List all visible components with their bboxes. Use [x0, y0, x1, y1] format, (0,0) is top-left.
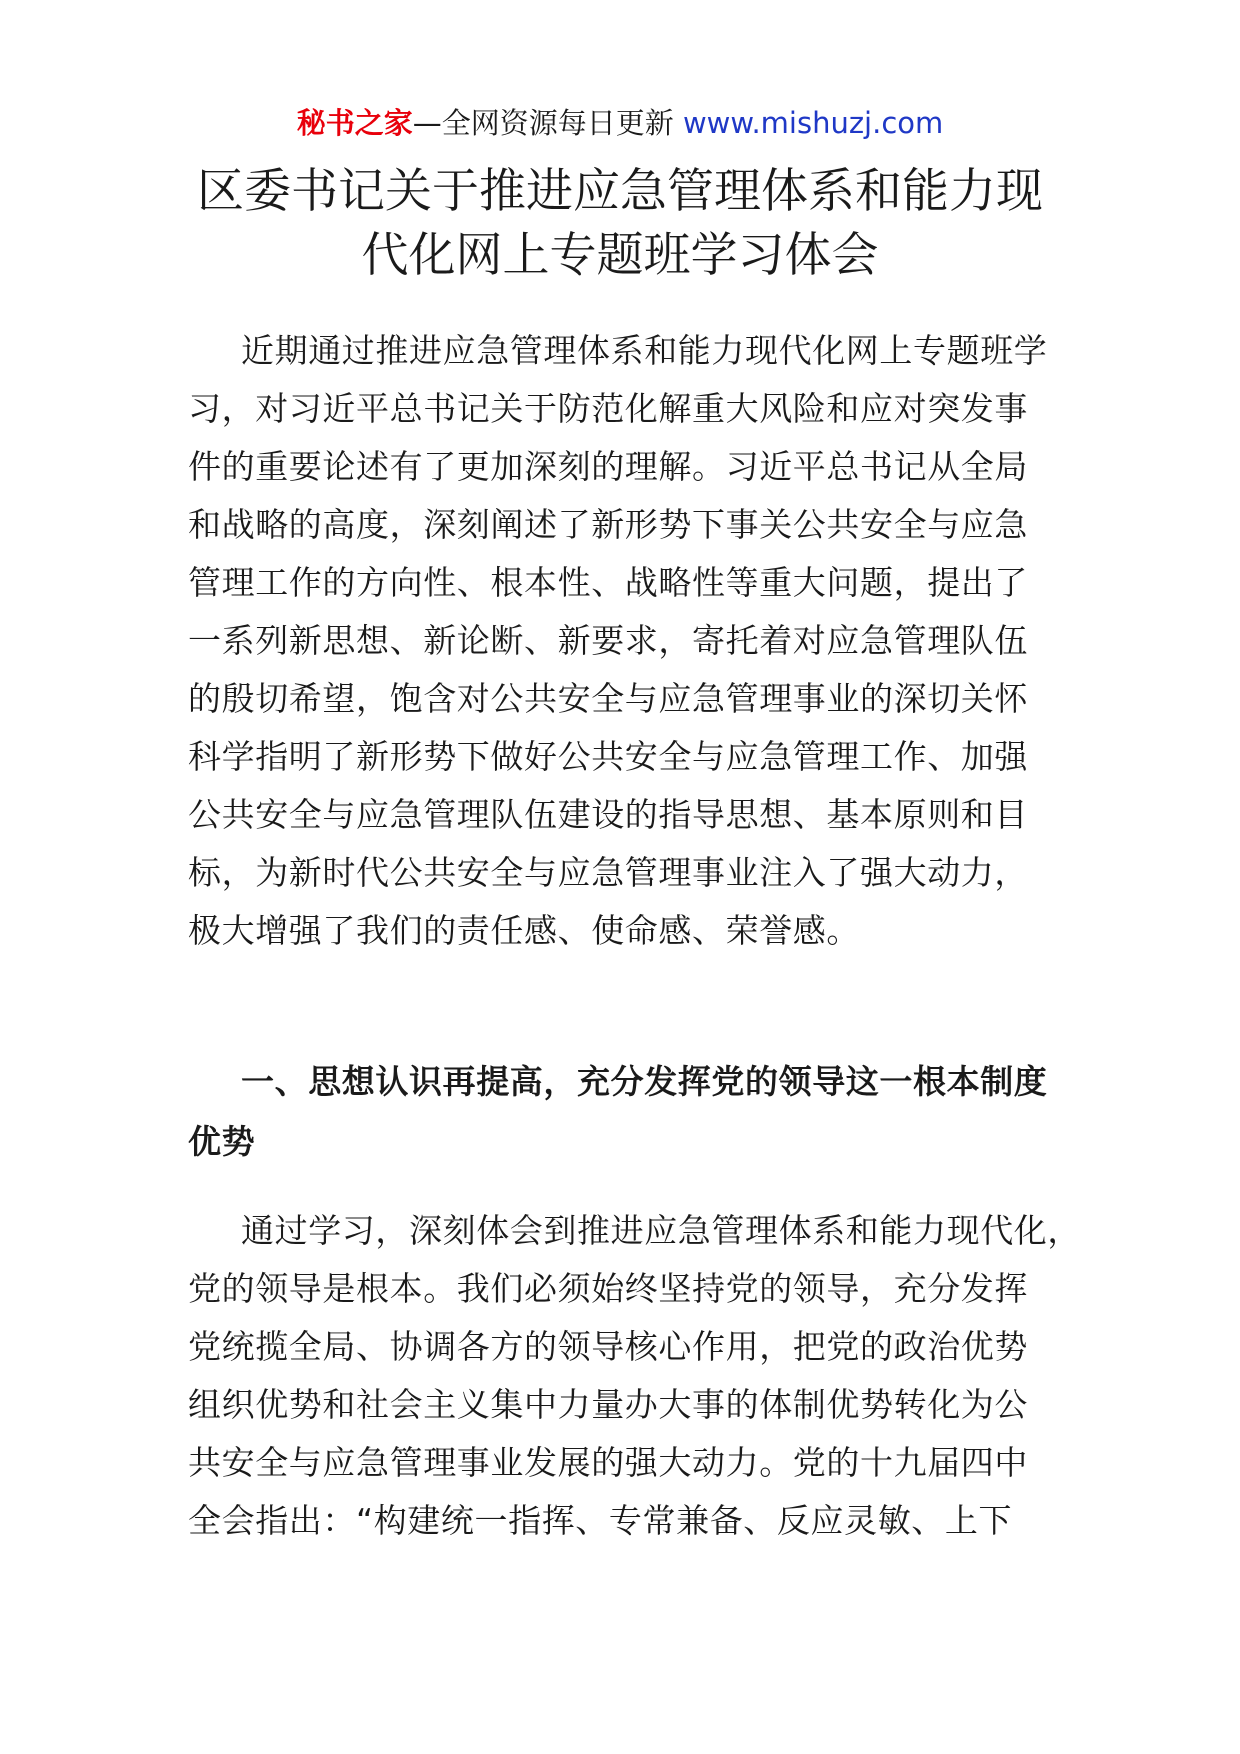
paragraph-line: 习，对习近平总书记关于防范化解重大风险和应对突发事 [188, 389, 1028, 428]
paragraph-line: 一系列新思想、新论断、新要求，寄托着对应急管理队伍 [188, 621, 1028, 660]
paragraph-line: 极大增强了我们的责任感、使命感、荣誉感。 [188, 911, 860, 950]
paragraph-line: 管理工作的方向性、根本性、战略性等重大问题，提出了 [188, 563, 1028, 602]
document-title [130, 160, 1110, 288]
paragraph-line: 组织优势和社会主义集中力量办大事的体制优势转化为公 [188, 1385, 1028, 1424]
paragraph-line: 全会指出：“构建统一指挥、专常兼备、反应灵敏、上下 [188, 1501, 1013, 1540]
paragraph-line: 科学指明了新形势下做好公共安全与应急管理工作、加强 [188, 737, 1028, 776]
paragraph-line: 标，为新时代公共安全与应急管理事业注入了强大动力， [188, 853, 1028, 892]
heading-line: 优势 [188, 1122, 256, 1161]
title-line: 区委书记关于推进应急管理体系和能力现 [197, 164, 1043, 219]
title-line: 代化网上专题班学习体会 [361, 228, 879, 283]
site-tagline: —全网资源每日更新 [412, 106, 683, 140]
paragraph-line: 的殷切希望，饱含对公共安全与应急管理事业的深切关怀 [188, 679, 1028, 718]
paragraph-line: 件的重要论述有了更加深刻的理解。习近平总书记从全局 [188, 447, 1028, 486]
section-heading-1 [188, 1052, 1068, 1172]
paragraph-line: 公共安全与应急管理队伍建设的指导思想、基本原则和目 [188, 795, 1028, 834]
paragraph-line: 共安全与应急管理事业发展的强大动力。党的十九届四中 [188, 1443, 1028, 1482]
heading-line: 一、思想认识再提高，充分发挥党的领导这一根本制度 [241, 1062, 1048, 1101]
paragraph-section-1 [188, 1202, 1081, 1550]
paragraph-line: 党的领导是根本。我们必须始终坚持党的领导，充分发挥 [188, 1269, 1028, 1308]
paragraph-intro [188, 322, 1068, 960]
site-header [0, 100, 1240, 146]
paragraph-line: 和战略的高度，深刻阐述了新形势下事关公共安全与应急 [188, 505, 1028, 544]
site-brand: 秘书之家 [296, 106, 413, 140]
paragraph-line: 通过学习，深刻体会到推进应急管理体系和能力现代化， [241, 1211, 1081, 1250]
paragraph-line: 党统揽全局、协调各方的领导核心作用，把党的政治优势 [188, 1327, 1028, 1366]
site-url-link[interactable]: www.mishuzj.com [682, 106, 944, 140]
paragraph-line: 近期通过推进应急管理体系和能力现代化网上专题班学 [241, 331, 1048, 370]
